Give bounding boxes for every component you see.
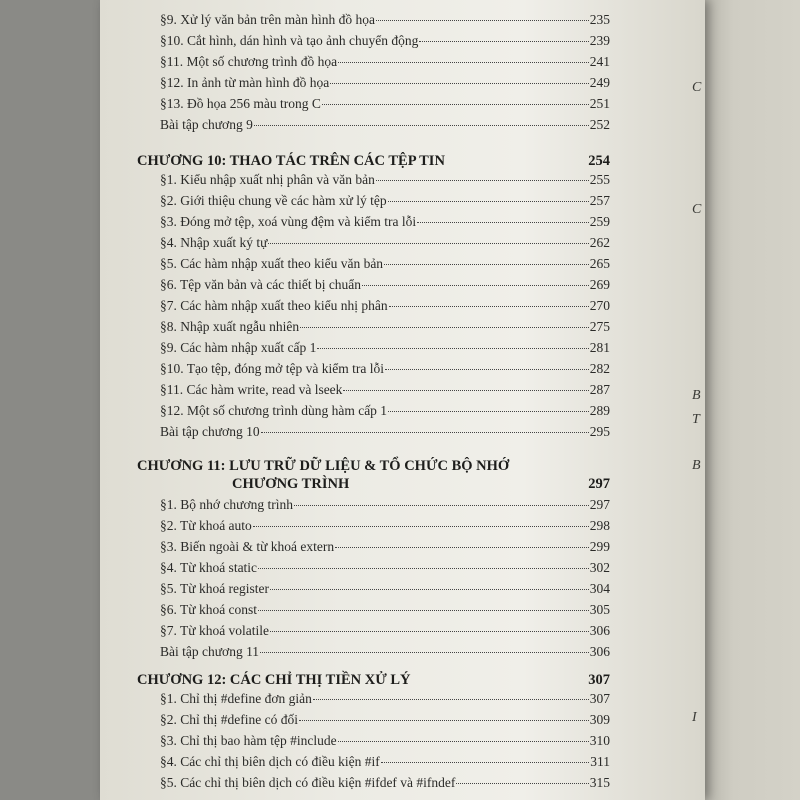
- toc-entry-title: §12. Một số chương trình dùng hàm cấp 1: [160, 403, 388, 418]
- leader-dots: [299, 720, 589, 721]
- toc-entry: [160, 643, 610, 661]
- leader-dots: [384, 264, 589, 265]
- toc-entry-page: 275: [589, 319, 610, 334]
- leader-dots: [385, 369, 589, 370]
- toc-entry-page: 315: [589, 775, 610, 790]
- leader-dots: [258, 610, 589, 611]
- toc-entry-title: §1. Kiểu nhập xuất nhị phân và văn bản: [160, 172, 375, 187]
- chapter-title: CHƯƠNG 12: CÁC CHỈ THỊ TIỀN XỬ LÝ: [137, 672, 411, 688]
- toc-entry-page: 241: [589, 54, 610, 69]
- toc-entry-title: §10. Tạo tệp, đóng mở tệp và kiểm tra lỗi: [160, 361, 384, 376]
- toc-entry-title: §3. Đóng mở tệp, xoá vùng đệm và kiểm tra lỗi: [160, 214, 417, 229]
- toc-entry-page: 255: [589, 172, 610, 187]
- toc-entry: [160, 402, 610, 420]
- toc-entry-title: §3. Chỉ thị bao hàm tệp #include: [160, 733, 337, 748]
- chapter-heading: [137, 152, 610, 170]
- toc-entry-page: 251: [589, 96, 610, 111]
- leader-dots: [335, 547, 589, 548]
- toc-entry-page: 305: [589, 602, 610, 617]
- toc-entry: [160, 774, 610, 792]
- adjacent-page-letter: B: [692, 388, 701, 403]
- leader-dots: [322, 104, 589, 105]
- toc-entry-page: 299: [589, 539, 610, 554]
- leader-dots: [254, 125, 589, 126]
- leader-dots: [388, 201, 589, 202]
- toc-entry: [160, 496, 610, 514]
- toc-entry-title: §2. Giới thiệu chung về các hàm xử lý tệp: [160, 193, 387, 208]
- toc-entry-title: §4. Nhập xuất ký tự: [160, 235, 268, 250]
- toc-entry: [160, 116, 610, 134]
- toc-entry: [160, 276, 610, 294]
- toc-entry: [160, 32, 610, 50]
- leader-dots: [313, 699, 589, 700]
- adjacent-page-letter: I: [692, 710, 697, 725]
- adjacent-page-letter: B: [692, 458, 701, 473]
- toc-entry-page: 287: [589, 382, 610, 397]
- toc-entry-page: 310: [589, 733, 610, 748]
- toc-entry: [160, 517, 610, 535]
- toc-entry: [160, 423, 610, 441]
- toc-entry-title: §3. Biến ngoài & từ khoá extern: [160, 539, 335, 554]
- leader-dots: [376, 20, 589, 21]
- toc-entry-page: 235: [589, 12, 610, 27]
- toc-entry: [160, 538, 610, 556]
- toc-entry-title: §5. Từ khoá register: [160, 581, 270, 596]
- toc-entry: [160, 297, 610, 315]
- toc-entry-page: 249: [589, 75, 610, 90]
- toc-entry: [160, 381, 610, 399]
- toc-entry: [160, 53, 610, 71]
- leader-dots: [270, 631, 589, 632]
- toc-entry-title: §1. Bộ nhớ chương trình: [160, 497, 293, 512]
- toc-entry-title: Bài tập chương 10: [160, 424, 260, 439]
- toc-entry: [160, 753, 610, 771]
- toc-entry-title: Bài tập chương 9: [160, 117, 253, 132]
- toc-entry-page: 239: [589, 33, 610, 48]
- chapter-page: 297: [588, 476, 610, 492]
- toc-entry-page: 269: [589, 277, 610, 292]
- toc-entry-title: §5. Các chỉ thị biên dịch có điều kiện #ifdef và #ifndef: [160, 775, 456, 790]
- leader-dots: [261, 432, 589, 433]
- adjacent-page-letter: C: [692, 202, 702, 217]
- toc-entry-title: §7. Từ khoá volatile: [160, 623, 270, 638]
- leader-dots: [419, 41, 588, 42]
- chapter-title: CHƯƠNG 10: THAO TÁC TRÊN CÁC TỆP TIN: [137, 153, 445, 169]
- chapter-heading: [137, 671, 610, 689]
- toc-entry-page: 265: [589, 256, 610, 271]
- chapter-heading: [137, 457, 610, 493]
- toc-entry: [160, 732, 610, 750]
- toc-entry-title: §2. Chỉ thị #define có đối: [160, 712, 298, 727]
- toc-entry: [160, 11, 610, 29]
- toc-entry-title: §11. Một số chương trình đồ họa: [160, 54, 338, 69]
- leader-dots: [300, 327, 589, 328]
- adjacent-page-letter: T: [692, 412, 700, 427]
- toc-entry-title: §13. Đồ họa 256 màu trong C: [160, 96, 321, 111]
- toc-entry: [160, 255, 610, 273]
- leader-dots: [270, 589, 589, 590]
- leader-dots: [260, 652, 589, 653]
- toc-entry: [160, 192, 610, 210]
- toc-entry-page: 298: [589, 518, 610, 533]
- leader-dots: [388, 411, 589, 412]
- toc-entry-page: 306: [589, 623, 610, 638]
- chapter-page: 254: [588, 153, 610, 169]
- toc-entry-title: §11. Các hàm write, read và lseek: [160, 382, 343, 397]
- toc-entry-title: §7. Các hàm nhập xuất theo kiểu nhị phân: [160, 298, 388, 313]
- toc-entry-title: §5. Các hàm nhập xuất theo kiểu văn bản: [160, 256, 384, 271]
- toc-entry-page: 306: [589, 644, 610, 659]
- toc-entry-title: §9. Xử lý văn bản trên màn hình đồ họa: [160, 12, 376, 27]
- leader-dots: [253, 526, 589, 527]
- toc-entry-title: §6. Tệp văn bản và các thiết bị chuẩn: [160, 277, 362, 292]
- toc-entry-page: 282: [589, 361, 610, 376]
- toc-entry: [160, 171, 610, 189]
- leader-dots: [381, 762, 590, 763]
- chapter-page: 307: [588, 672, 610, 688]
- toc-entry: [160, 559, 610, 577]
- toc-entry-title: §4. Từ khoá static: [160, 560, 258, 575]
- toc-entry-page: 257: [589, 193, 610, 208]
- toc-entry-title: §2. Từ khoá auto: [160, 518, 252, 533]
- toc-entry-page: 259: [589, 214, 610, 229]
- toc-entry-page: 262: [589, 235, 610, 250]
- toc-entry: [160, 622, 610, 640]
- leader-dots: [317, 348, 588, 349]
- toc-entry-page: 307: [589, 691, 610, 706]
- toc-entry-page: 297: [589, 497, 610, 512]
- leader-dots: [376, 180, 589, 181]
- toc-entry: [160, 213, 610, 231]
- leader-dots: [456, 783, 588, 784]
- toc-entry: [160, 339, 610, 357]
- toc-entry: [160, 601, 610, 619]
- toc-entry-title: Bài tập chương 11: [160, 644, 260, 659]
- leader-dots: [338, 62, 589, 63]
- toc-entry: [160, 711, 610, 729]
- toc-entry-page: 289: [589, 403, 610, 418]
- leader-dots: [268, 243, 588, 244]
- toc-entry-page: 281: [589, 340, 610, 355]
- chapter-title: CHƯƠNG 11: LƯU TRỮ DỮ LIỆU & TỔ CHỨC BỘ NHỚ: [137, 458, 510, 474]
- toc-entry-title: §6. Từ khoá const: [160, 602, 258, 617]
- leader-dots: [343, 390, 588, 391]
- leader-dots: [362, 285, 589, 286]
- toc-entry-page: 304: [589, 581, 610, 596]
- toc-entry-page: 252: [589, 117, 610, 132]
- leader-dots: [294, 505, 589, 506]
- toc-entry-page: 270: [589, 298, 610, 313]
- chapter-title-continued: CHƯƠNG TRÌNH: [232, 476, 350, 492]
- toc-entry-title: §1. Chỉ thị #define đơn giản: [160, 691, 312, 706]
- toc-entry-title: §10. Cắt hình, dán hình và tạo ảnh chuyển động: [160, 33, 419, 48]
- toc-entry-page: 295: [589, 424, 610, 439]
- toc-entry-title: §9. Các hàm nhập xuất cấp 1: [160, 340, 317, 355]
- toc-entry: [160, 318, 610, 336]
- leader-dots: [258, 568, 589, 569]
- leader-dots: [330, 83, 588, 84]
- leader-dots: [338, 741, 589, 742]
- toc-entry-page: 302: [589, 560, 610, 575]
- toc-entry-title: §12. In ảnh từ màn hình đồ họa: [160, 75, 330, 90]
- adjacent-page-letter: C: [692, 80, 702, 95]
- leader-dots: [417, 222, 589, 223]
- toc-entry-page: 311: [590, 754, 610, 769]
- leader-dots: [389, 306, 589, 307]
- toc-entry: [160, 234, 610, 252]
- toc-entry-title: §4. Các chỉ thị biên dịch có điều kiện #if: [160, 754, 380, 769]
- toc-entry: [160, 360, 610, 378]
- toc-entry-title: §8. Nhập xuất ngẫu nhiên: [160, 319, 300, 334]
- toc-entry: [160, 580, 610, 598]
- toc-entry: [160, 690, 610, 708]
- toc-entry: [160, 95, 610, 113]
- toc-entry-page: 309: [589, 712, 610, 727]
- toc-entry: [160, 74, 610, 92]
